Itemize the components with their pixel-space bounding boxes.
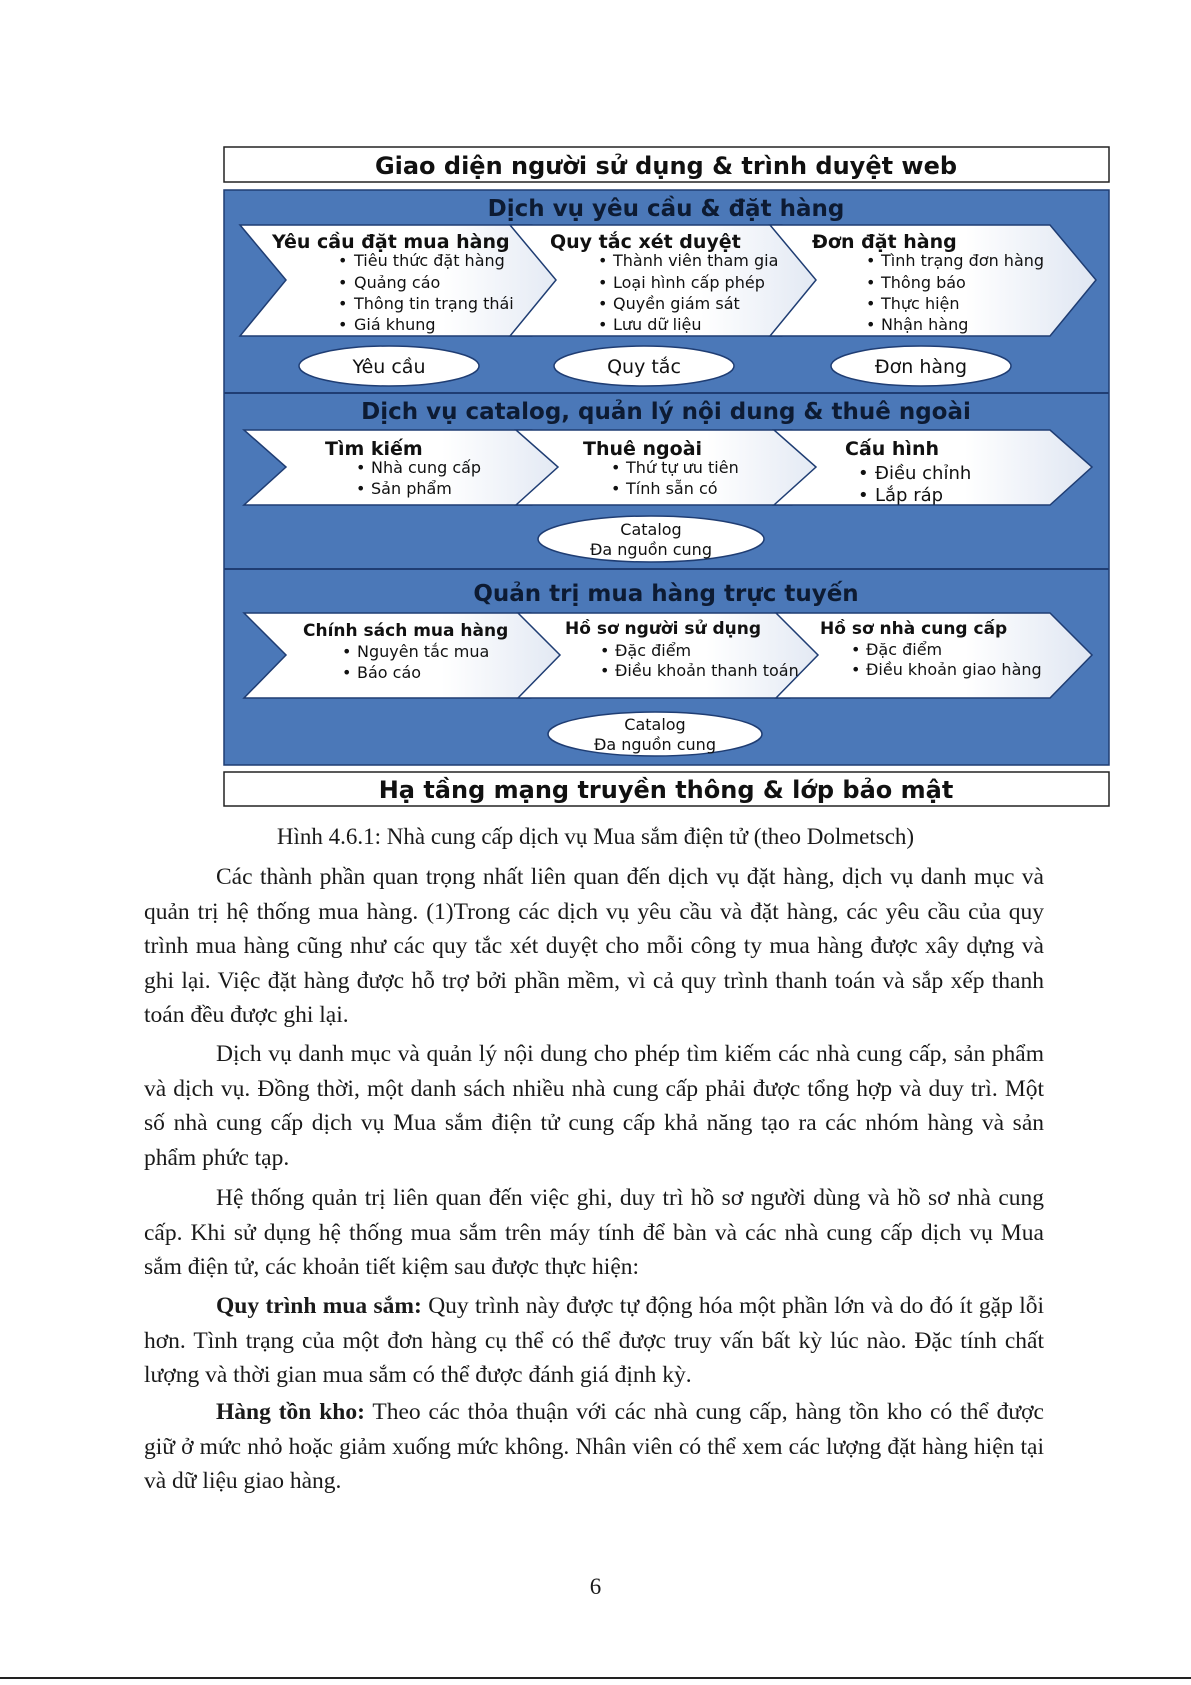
section1-box2-item: Quyền giám sát: [613, 294, 740, 313]
section1-box3-item: Thông báo: [881, 273, 966, 292]
ellipse-catalog-1-line2: Đa nguồn cung: [590, 540, 712, 559]
section3-box1-item: Báo cáo: [357, 663, 422, 682]
bullet-icon: •: [866, 315, 876, 334]
section2-box3-item: Lắp ráp: [875, 485, 944, 506]
architecture-diagram: [0, 0, 1191, 830]
top-banner-text: Giao diện người sử dụng & trình duyệt web: [374, 152, 958, 180]
ellipse-catalog-1-line1: Catalog: [620, 520, 682, 539]
bullet-icon: •: [598, 251, 608, 270]
section1-box2-item: Thành viên tham gia: [613, 251, 779, 270]
paragraph-5: [144, 1395, 1044, 1499]
bullet-icon: •: [598, 273, 608, 292]
paragraph-4-text: Quy trình này được tự động hóa một phần lớn và do đó ít gặp lỗi hơn. Tình trạng của một đơn hàng cụ thể có thể được truy vấn bất kỳ lúc nào. Đặc tính chất lượng và thời gian mua sắm có thể được đánh giá định kỳ.: [144, 1293, 1044, 1388]
section1-box1-title: Yêu cầu đặt mua hàng: [272, 231, 510, 253]
ellipse-catalog-2-line1: Catalog: [624, 715, 686, 734]
ellipse-rules-label: Quy tắc: [607, 356, 681, 378]
paragraph-5-label: Hàng tồn kho:: [216, 1399, 365, 1425]
paragraph-4: [144, 1289, 1044, 1393]
section1-box3-item: Tình trạng đơn hàng: [881, 251, 1045, 270]
bullet-icon: •: [598, 315, 608, 334]
section3-box1-item: Nguyên tắc mua: [357, 642, 490, 661]
bullet-icon: •: [600, 641, 610, 660]
paragraph-5-text: Theo các thỏa thuận với các nhà cung cấp, hàng tồn kho có thể được giữ ở mức nhỏ hoặc giảm xuống mức không. Nhân viên có thể xem các lượng đặt hàng hiện tại và dữ liệu giao hàng.: [144, 1399, 1044, 1494]
bullet-icon: •: [866, 294, 876, 313]
section3-title: Quản trị mua hàng trực tuyến: [473, 581, 859, 607]
section3-box3-title: Hồ sơ nhà cung cấp: [820, 619, 1008, 639]
section3-box2-item: Điều khoản thanh toán: [615, 661, 799, 680]
bullet-icon: •: [858, 485, 869, 506]
section1-box2-item: Lưu dữ liệu: [613, 315, 702, 334]
section3-box3-item: Điều khoản giao hàng: [866, 660, 1042, 679]
bullet-icon: •: [342, 663, 352, 682]
section1-box2-title: Quy tắc xét duyệt: [550, 231, 741, 253]
section2-box2-item: Thứ tự ưu tiên: [626, 458, 739, 477]
bullet-icon: •: [338, 251, 348, 270]
section1-box1-item: Tiêu thức đặt hàng: [354, 251, 505, 270]
paragraph-1: Các thành phần quan trọng nhất liên quan đến dịch vụ đặt hàng, dịch vụ danh mục và quản trị hệ thống mua hàng. (1)Trong các dịch vụ yêu cầu và đặt hàng, các yêu cầu của quy trình mua hàng cũng như các quy tắc xét duyệt cho mỗi công ty mua hàng được xây dựng và ghi lại. Việc đặt hàng được hỗ trợ bởi phần mềm, vì cả quy trình thanh toán và sắp xếp thanh toán đều được ghi lại.: [144, 864, 1044, 1028]
bullet-icon: •: [598, 294, 608, 313]
section2-box2-item: Tính sẵn có: [626, 479, 718, 498]
section3-box2-title: Hồ sơ người sử dụng: [565, 619, 762, 639]
bullet-icon: •: [858, 463, 869, 484]
bullet-icon: •: [866, 251, 876, 270]
section1-box1-item: Thông tin trạng thái: [354, 294, 514, 313]
bullet-icon: •: [338, 273, 348, 292]
paragraph-4-label: Quy trình mua sắm:: [216, 1293, 422, 1319]
bullet-icon: •: [342, 642, 352, 661]
bullet-icon: •: [866, 273, 876, 292]
bullet-icon: •: [600, 661, 610, 680]
bottom-banner-text: Hạ tầng mạng truyền thông & lớp bảo mật: [378, 776, 954, 804]
section2-box1-item: Nhà cung cấp: [371, 458, 482, 477]
section2-box2-title: Thuê ngoài: [583, 438, 703, 460]
bullet-icon: •: [338, 294, 348, 313]
bullet-icon: •: [611, 479, 621, 498]
section1-box2-item: Loại hình cấp phép: [613, 273, 765, 292]
paragraph-2: Dịch vụ danh mục và quản lý nội dung cho phép tìm kiếm các nhà cung cấp, sản phẩm và dịch vụ. Đồng thời, một danh sách nhiều nhà cung cấp phải được tổng hợp và duy trì. Một số nhà cung cấp dịch vụ Mua sắm điện tử cung cấp khả năng tạo ra các nhóm hàng và sản phẩm phức tạp.: [144, 1041, 1044, 1171]
section2-title: Dịch vụ catalog, quản lý nội dung & thuê ngoài: [361, 399, 971, 425]
section1-box3-item: Nhận hàng: [881, 315, 969, 334]
bullet-icon: •: [851, 660, 861, 679]
section3-box1-title: Chính sách mua hàng: [303, 621, 509, 641]
section2-box1-title: Tìm kiếm: [325, 438, 423, 460]
section1-title: Dịch vụ yêu cầu & đặt hàng: [487, 196, 845, 222]
bullet-icon: •: [338, 315, 348, 334]
section1-box3-title: Đơn đặt hàng: [812, 231, 957, 253]
section2-box3-title: Cấu hình: [845, 438, 939, 460]
figure-caption: Hình 4.6.1: Nhà cung cấp dịch vụ Mua sắm điện tử (theo Dolmetsch): [276, 824, 915, 849]
footer-rule: [0, 1677, 1191, 1679]
section1-box1-item: Quảng cáo: [354, 273, 441, 292]
bullet-icon: •: [356, 458, 366, 477]
ellipse-request-label: Yêu cầu: [352, 356, 426, 378]
section3-box2-item: Đặc điểm: [615, 641, 692, 660]
bullet-icon: •: [356, 479, 366, 498]
section2-box3-item: Điều chỉnh: [875, 463, 972, 484]
section3-box3-item: Đặc điểm: [866, 640, 943, 659]
bullet-icon: •: [851, 640, 861, 659]
section2-box1-item: Sản phẩm: [371, 479, 452, 498]
section1-box1-item: Giá khung: [354, 315, 436, 334]
page-number: 6: [589, 1574, 602, 1599]
bullet-icon: •: [611, 458, 621, 477]
paragraph-3: Hệ thống quản trị liên quan đến việc ghi, duy trì hồ sơ người dùng và hồ sơ nhà cung cấp. Khi sử dụng hệ thống mua sắm trên máy tính để bàn và các nhà cung cấp dịch vụ Mua sắm điện tử, các khoản tiết kiệm sau được thực hiện:: [144, 1185, 1044, 1280]
section1-box3-item: Thực hiện: [881, 294, 960, 313]
ellipse-order-label: Đơn hàng: [874, 356, 968, 378]
ellipse-catalog-2-line2: Đa nguồn cung: [594, 735, 716, 754]
